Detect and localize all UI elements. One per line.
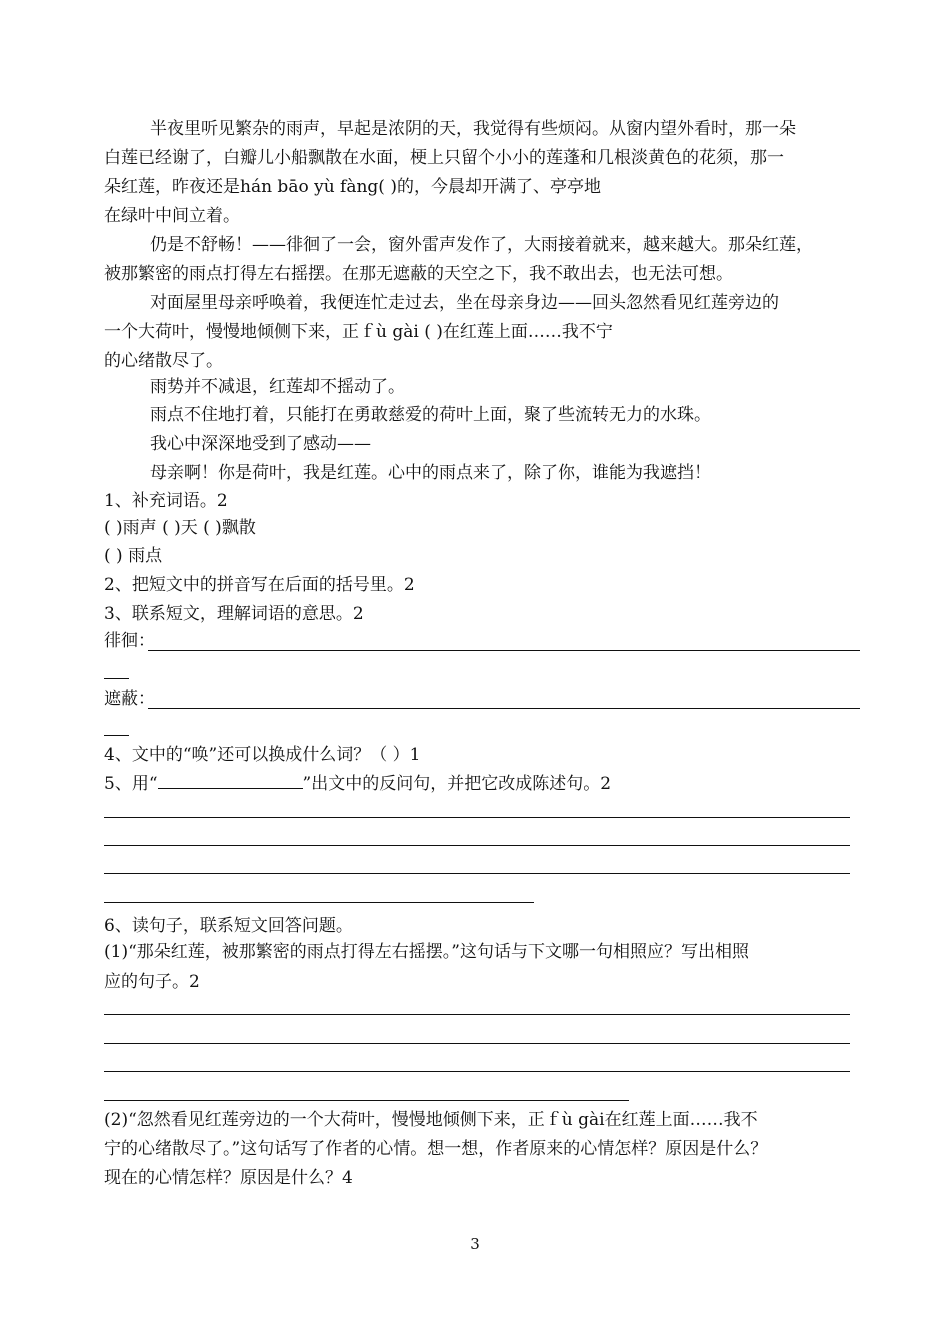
question-6-1-line: (1)“那朵红莲，被那繁密的雨点打得左右摇摆。”这句话与下文哪一句相照应？写出相照 — [104, 942, 749, 962]
answer-line[interactable] — [104, 1071, 850, 1072]
question-5 — [104, 772, 860, 795]
question-6-2-line: (2)“忽然看见红莲旁边的一个大荷叶，慢慢地倾侧下来，正ｆù gài在红莲上面……我不 — [104, 1110, 758, 1130]
passage-line: 雨点不住地打着，只能打在勇敢慈爱的荷叶上面，聚了些流转无力的水珠。 — [150, 405, 711, 425]
question-4[interactable]: 4、文中的“唤”还可以换成什么词？（ ）1 — [104, 745, 421, 765]
question-5-blank[interactable] — [158, 772, 303, 789]
question-3-title: 3、联系短文，理解词语的意思。2 — [104, 604, 364, 624]
question-1-blanks-row[interactable]: ( ) 雨点 — [104, 546, 163, 566]
question-1-blanks-row[interactable]: ( )雨声 ( )天 ( )飘散 — [104, 518, 256, 538]
question-6-2-line: 宁的心绪散尽了。”这句话写了作者的心情。想一想，作者原来的心情怎样？原因是什么？ — [104, 1139, 768, 1159]
question-5-prefix: 5、用“ — [104, 774, 158, 794]
question-5-suffix: ”出文中的反问句，并把它改成陈述句。2 — [302, 774, 612, 794]
answer-line[interactable] — [104, 817, 850, 818]
passage-line: 雨势并不减退，红莲却不摇动了。 — [150, 377, 405, 397]
passage-line: 仍是不舒畅！——徘徊了一会，窗外雷声发作了，大雨接着就来，越来越大。那朵红莲， — [150, 235, 813, 255]
passage-line: 白莲已经谢了，白瓣儿小船飘散在水面，梗上只留个小小的莲蓬和几根淡黄色的花须，那一 — [104, 148, 784, 168]
question-1-title: 1、补充词语。2 — [104, 491, 228, 511]
question-2-title: 2、把短文中的拼音写在后面的括号里。2 — [104, 575, 415, 595]
answer-line[interactable] — [104, 873, 850, 874]
question-6-1-line: 应的句子。2 — [104, 972, 200, 992]
passage-line: 一个大荷叶，慢慢地倾侧下来，正ｆù gài ( )在红莲上面……我不宁 — [104, 322, 613, 342]
passage-line: 被那繁密的雨点打得左右摇摆。在那无遮蔽的天空之下，我不敢出去，也无法可想。 — [104, 264, 733, 284]
passage-line: 对面屋里母亲呼唤着，我便连忙走过去，坐在母亲身边——回头忽然看见红莲旁边的 — [150, 293, 779, 313]
answer-line[interactable] — [104, 902, 534, 903]
question-3-word-2: 遮蔽： — [104, 689, 155, 709]
passage-line: 我心中深深地受到了感动—— — [150, 434, 371, 454]
answer-line[interactable] — [148, 708, 860, 709]
passage-line: 在绿叶中间立着。 — [104, 206, 240, 226]
passage-line: 半夜里听见繁杂的雨声，早起是浓阴的天，我觉得有些烦闷。从窗内望外看时，那一朵 — [150, 119, 796, 139]
answer-line[interactable] — [104, 1014, 850, 1015]
passage-line: 母亲啊！你是荷叶，我是红莲。心中的雨点来了，除了你，谁能为我遮挡！ — [150, 463, 711, 483]
answer-line[interactable] — [104, 735, 129, 736]
page-number: 3 — [470, 1235, 480, 1253]
passage-line: 朵红莲，昨夜还是hán bāo yù fàng( )的，今晨却开满了、亭亭地 — [104, 177, 601, 197]
answer-line[interactable] — [104, 1043, 850, 1044]
answer-line[interactable] — [104, 678, 129, 679]
question-6-2-line: 现在的心情怎样？原因是什么？4 — [104, 1168, 353, 1188]
answer-line[interactable] — [148, 650, 860, 651]
question-3-word-1: 徘徊： — [104, 631, 155, 651]
passage-line: 的心绪散尽了。 — [104, 351, 223, 371]
question-6-title: 6、读句子，联系短文回答问题。 — [104, 916, 353, 936]
answer-line[interactable] — [104, 1100, 629, 1101]
answer-line[interactable] — [104, 845, 850, 846]
